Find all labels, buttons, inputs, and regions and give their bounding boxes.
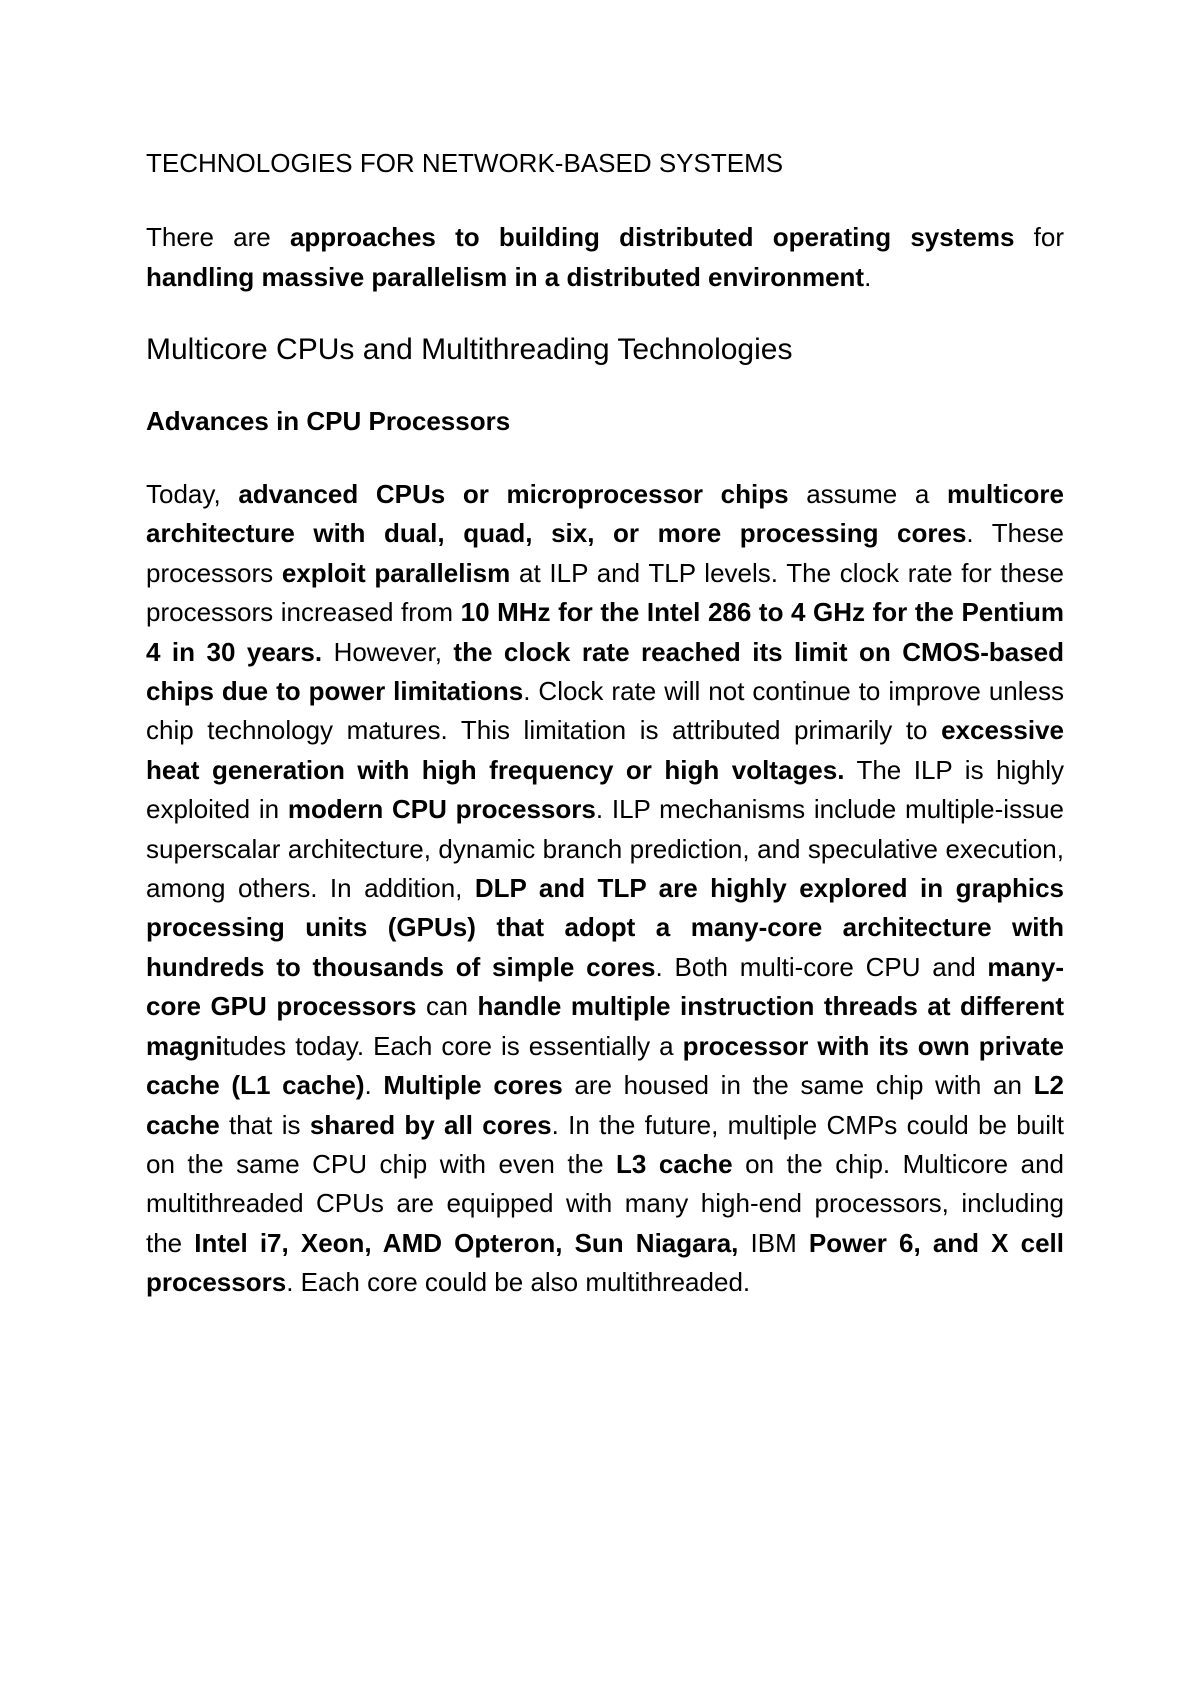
bold-text-run: Multiple cores [383, 1070, 563, 1101]
section-heading: Multicore CPUs and Multithreading Technologies [146, 333, 793, 366]
bold-text-run: processor with its own private cache (L1 cache) [146, 1030, 1064, 1101]
text-run: that is [219, 1109, 310, 1140]
bold-text-run: L2 cache [146, 1070, 1064, 1140]
bold-text-run: the clock rate reached its limit on CMOS-based chips due to power limitations [146, 636, 1064, 707]
bold-text-run: multicore architecture with dual, quad, six, or more processing cores [146, 479, 1065, 549]
text-run: are housed in the same chip with an [562, 1070, 1034, 1101]
text-run: tudes today. Each core is essentially a [222, 1030, 683, 1061]
text-run: However, [322, 636, 454, 667]
text-run: can [416, 991, 478, 1022]
text-run: . ILP mechanisms include multiple-issue superscalar architecture, dynamic branch prediction, and speculative execution, among others. In addition, [146, 794, 1064, 904]
bold-text-run: exploit parallelism [281, 557, 511, 588]
bold-text-run: Power 6, and X cell processors [146, 1227, 1064, 1298]
text-run: at ILP and TLP levels. The clock rate for these processors increased from [146, 557, 1064, 628]
text-run: . In the future, multiple CMPs could be built on the same CPU chip with even the [146, 1109, 1064, 1179]
bold-text-run: modern CPU processors [287, 794, 596, 825]
intro-paragraph [146, 218, 1064, 297]
text-run: . Each core could be also multithreaded. [286, 1267, 751, 1298]
text-run: assume a [788, 479, 947, 509]
bold-text-run: handling massive parallelism in a distributed environment [146, 261, 865, 292]
bold-text-run: Intel i7, Xeon, AMD Opteron, Sun Niagara, [194, 1227, 739, 1258]
text-run: . [864, 261, 872, 292]
bold-text-run: handle multiple instruction threads at different magni [146, 991, 1065, 1061]
subsection-heading: Advances in CPU Processors [146, 406, 511, 436]
text-run: There are [146, 222, 290, 252]
text-run: on the chip. Multicore and multithreaded CPUs are equipped with many high-end processors, including the [146, 1148, 1064, 1258]
text-run: Today, [146, 479, 239, 509]
text-run: . Both multi-core CPU and [655, 951, 988, 982]
bold-text-run: 10 MHz for the Intel 286 to 4 GHz for the Pentium 4 in 30 years. [146, 597, 1065, 667]
bold-text-run: L3 cache [616, 1148, 733, 1179]
document-title: TECHNOLOGIES FOR NETWORK-BASED SYSTEMS [146, 148, 784, 178]
text-run: for [1014, 222, 1064, 252]
bold-text-run: DLP and TLP are highly explored in graphics processing units (GPUs) that adopt a many-core architecture with hundreds to thousands of simple cores [146, 873, 1064, 982]
text-run: IBM [738, 1227, 809, 1258]
body-paragraph [146, 475, 1064, 1303]
text-run: . [364, 1070, 384, 1101]
document-page [146, 145, 1064, 1303]
text-run: . These processors [146, 518, 1064, 588]
bold-text-run: shared by all cores [309, 1109, 552, 1140]
text-run: . Clock rate will not continue to improve unless chip technology matures. This limitation is attributed primarily to [146, 676, 1064, 746]
bold-text-run: many-core GPU processors [146, 951, 1064, 1022]
bold-text-run: advanced CPUs or microprocessor chips [238, 479, 789, 509]
text-run: The ILP is highly exploited in [146, 754, 1064, 825]
bold-text-run: approaches to building distributed operating systems [289, 222, 1015, 252]
bold-text-run: excessive heat generation with high frequency or high voltages. [146, 715, 1064, 785]
